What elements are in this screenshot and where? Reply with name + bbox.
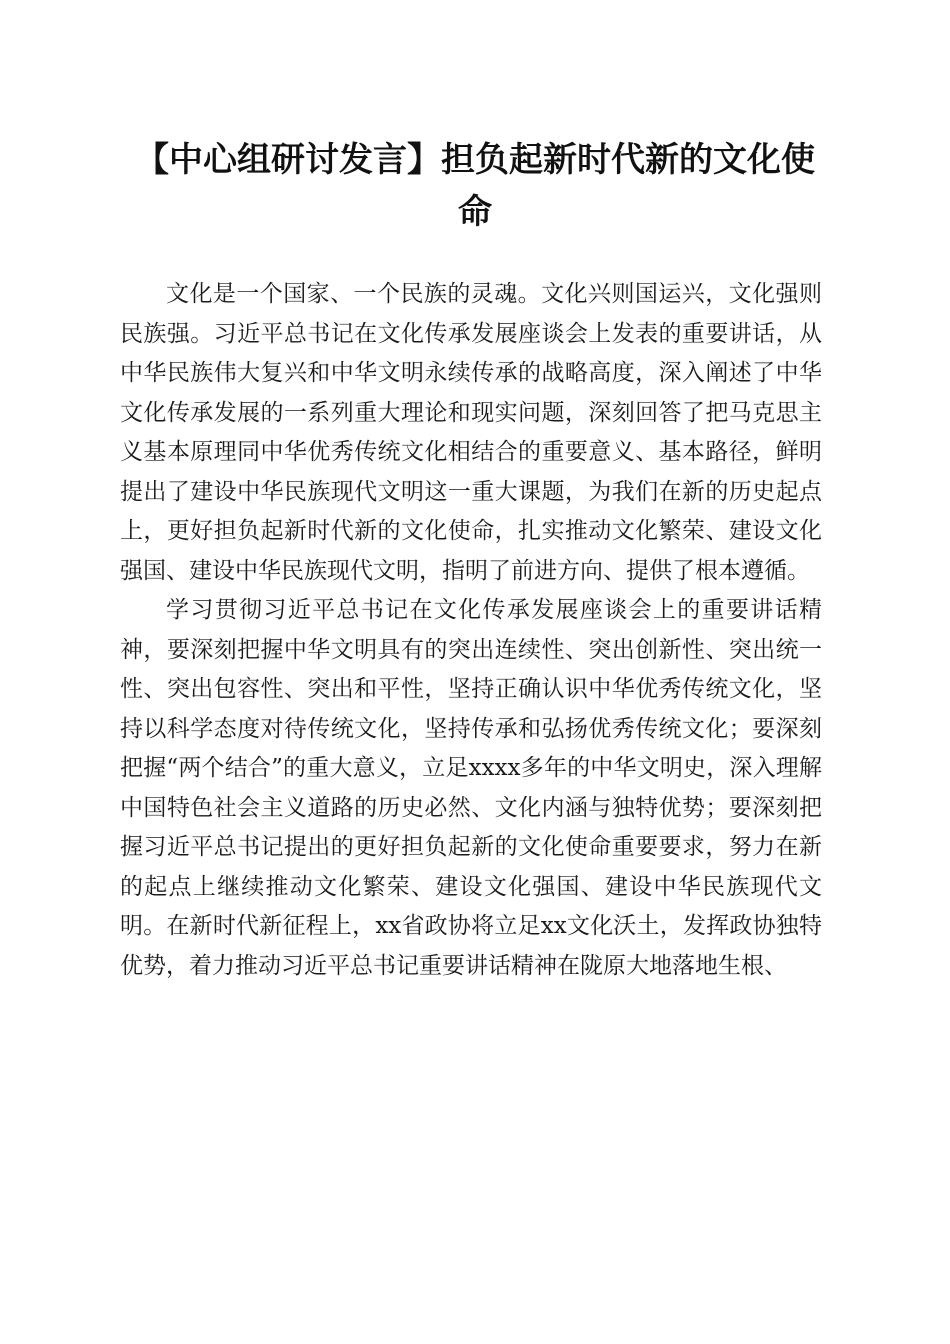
- document-body: [120, 275, 822, 986]
- paragraph-1: 文化是一个国家、一个民族的灵魂。文化兴则国运兴，文化强则民族强。习近平总书记在文化传承发展座谈会上发表的重要讲话，从中华民族伟大复兴和中华文明永续传承的战略高度，深入阐述了中华文化传承发展的一系列重大理论和现实问题，深刻回答了把马克思主义基本原理同中华优秀传统文化相结合的重要意义、基本路径，鲜明提出了建设中华民族现代文明这一重大课题，为我们在新的历史起点上，更好担负起新时代新的文化使命，扎实推动文化繁荣、建设文化强国、建设中华民族现代文明，指明了前进方向、提供了根本遵循。: [120, 281, 822, 584]
- document-title: 【中心组研讨发言】担负起新时代新的文化使命: [135, 140, 815, 232]
- paragraph-2: 学习贯彻习近平总书记在文化传承发展座谈会上的重要讲话精神，要深刻把握中华文明具有的突出连续性、突出创新性、突出统一性、突出包容性、突出和平性，坚持正确认识中华优秀传统文化，坚持以科学态度对待传统文化，坚持传承和弘扬优秀传统文化；要深刻把握“两个结合”的重大意义，立足xxxx多年的中华文明史，深入理解中国特色社会主义道路的历史必然、文化内涵与独特优势；要深刻把握习近平总书记提出的更好担负起新的文化使命重要要求，努力在新的起点上继续推动文化繁荣、建设文化强国、建设中华民族现代文明。在新时代新征程上，xx省政协将立足xx文化沃土，发挥政协独特优势，着力推动习近平总书记重要讲话精神在陇原大地落地生根、: [120, 597, 822, 979]
